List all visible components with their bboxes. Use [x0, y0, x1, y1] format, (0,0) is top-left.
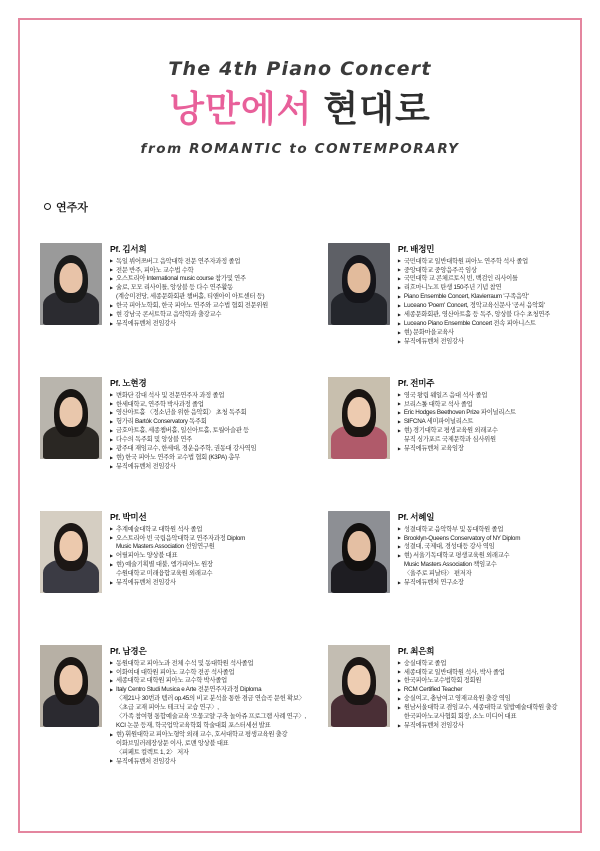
performer-bio-line: Music Masters Association 선임연구원 [116, 543, 215, 551]
performer-bio-line: ▶ 뮤직에듀벤처 전임강사 [110, 320, 306, 329]
performer-bio-line: ▶ 브리스톨 대학교 석사 졸업 [398, 401, 566, 410]
performer-bio-list [398, 526, 566, 589]
performer-bio-list [110, 392, 306, 472]
performer-bio-line: ▶ 뮤직에듀벤처 전임강사 [398, 722, 566, 731]
performer-card [28, 501, 312, 635]
performer-bio-line: ▶ Eric Hodges Beethoven Prize 파이널리스트 [398, 409, 566, 418]
performer-name: Pf. 남경은 [110, 645, 147, 656]
title-korean-second: 현대로 [323, 88, 431, 129]
performer-bio-line: ▶ 현) 문화마을교육사 [398, 329, 566, 338]
performer-bio-line: KCI 논문 등재, 학국업악교육학회 학술대회 포스터세션 발표 [116, 722, 271, 730]
photo-face [347, 665, 370, 695]
performer-card [316, 501, 572, 635]
performer-photo [328, 377, 390, 459]
performer-bio-line: ▶ 숭실대학교 졸업 [398, 660, 566, 669]
performer-name: Pf. 배정민 [397, 243, 435, 254]
performer-bio-line: 한국피아노교사협회 회장, 소노 미디어 대표 [403, 713, 517, 721]
performer-bio-line: ▶ 한국피아노교수법학회 정회원 [398, 677, 566, 686]
performer-bio-line: ▶ 현) 경기대학교 평생교육원 외래교수 [398, 427, 566, 436]
performer-bio-line: ▶ 변화단 감대 석사 및 전문연주자 과정 졸업 [110, 392, 306, 401]
performer-card [316, 367, 572, 501]
photo-face [347, 531, 370, 561]
performer-bio-line: ▶ 현 강남국 콘서트학교 음악학과 출강교수 [110, 311, 306, 320]
performer-bio-line: ▶ 뮤직에듀벤처 전임강사 [110, 463, 306, 472]
performer-bio-line: ▶ 독일 뷔어쯔버그 음악대학 전문 연주자과정 졸업 [110, 258, 306, 267]
performer-info [398, 645, 566, 767]
performer-bio-line: ▶ 숭실여고, 충남여고 영재교육원 출강 역임 [398, 695, 566, 704]
performer-bio-line: ▶ 세종대학교 대학원 피아노 교수학 박사졸업 [110, 677, 306, 686]
performer-bio-line: 수원대학교 미래융합교육원 외래교수 [116, 570, 213, 578]
performer-bio-list [110, 660, 306, 767]
performer-name: Pf. 박미선 [110, 511, 147, 522]
performer-photo [40, 645, 102, 727]
performer-photo [40, 243, 102, 325]
performer-card [316, 635, 572, 777]
performer-bio-line: ▶ 뮤직에듀벤처 교육임장 [398, 445, 566, 454]
performer-bio-line: 〈울주로 피날타〉 편저자 [403, 570, 472, 578]
title-english-bottom: from ROMANTIC to CONTEMPORARY [140, 140, 460, 157]
performer-bio-line: ▶ Piano Ensemble Concert, Klavierraum '구족음악' [398, 293, 566, 302]
poster-content [28, 28, 572, 823]
performer-bio-line: 〈제21나 30번과 템러 op.45의 비교 분석을 통한 겸금 연습곡 문헌 확보〉 [116, 695, 305, 703]
performer-bio-line: ▶ 세종대학교 일반대학원 석사, 박사 졸업 [398, 669, 566, 678]
performer-bio-line: ▶ 헝가리 Bartók Conservatory 독주회 [110, 418, 306, 427]
performer-bio-line: ▶ 슐로, 모모 리사이틀, 앙상블 등 다수 연주활동 [110, 284, 306, 293]
performer-bio-list [110, 526, 306, 589]
performer-bio-list [398, 258, 566, 347]
performer-bio-line: ▶ 세종문화회관, 영산아트홀 등 독주, 앙상블 다수 초청연주 [398, 311, 566, 320]
performer-bio-line: ▶ Luceano Piano Ensemble Concert 전속 피아니스트 [398, 320, 566, 329]
performer-bio-line: ▶ 오스트리아 빈 국립음악대학교 연주자과정 Diplom [110, 535, 306, 544]
section-heading-label: 연주자 [56, 201, 88, 214]
performer-card [28, 635, 312, 777]
performer-info [398, 377, 566, 491]
performer-photo [328, 645, 390, 727]
performer-bio-line: ▶ SIFCNA 세미파이널리스트 [398, 418, 566, 427]
photo-face [347, 397, 370, 427]
title-block [28, 28, 572, 157]
performer-bio-line: ▶ 뮤직에듀벤처 전임강사 [398, 338, 566, 347]
performer-bio-line: ▶ 영국 왕립 웨일즈 음대 석사 졸업 [398, 392, 566, 401]
performer-name: Pf. 전미주 [397, 377, 435, 388]
performer-bio-line: ▶ 현) 한국 피아노 연주와 교수법 협회 (K3PA) 총무 [110, 454, 306, 463]
performer-bio-line: ▶ 동원대학교 피아노과 전체 수석 및 동대학원 석사졸업 [110, 660, 306, 669]
performer-name: Pf. 김서희 [110, 243, 147, 254]
performer-bio-line: ▶ 현) 서울기독대학교 평생교육원 외래교수 [398, 552, 566, 561]
performer-grid [28, 233, 572, 777]
performer-bio-line: ▶ Brooklyn-Queens Conservatory of NY Diplom [398, 535, 566, 544]
performer-bio-line: 이화브밀러레장상문 이사, 로맨 앙상블 대표 [116, 740, 229, 748]
performer-bio-line: ▶ 현) 휘원대학교 피아노형악 외래 교수, 호서대학교 평생교육원 출강 [110, 731, 306, 740]
title-korean [28, 89, 572, 129]
performer-bio-line: ▶ RCM Certified Teacher [398, 686, 566, 695]
performer-bio-line: ▶ 금호아트홀, 세종챔버홀, 일신아트홀, 토월아슬관 등 [110, 427, 306, 436]
title-korean-first: 낭만에서 [169, 88, 313, 129]
performer-bio-line: ▶ 다수의 독주회 및 앙상블 연주 [110, 436, 306, 445]
circle-bullet-icon [44, 203, 51, 210]
performer-name: Pf. 최은희 [397, 645, 435, 656]
photo-face [60, 531, 83, 561]
performer-bio-line: ▶ 영산아트홀 〈정소년을 위한 음악회〉 초청 독주회 [110, 409, 306, 418]
performer-bio-line: ▶ 국민대학교 일반대학원 피아노 연주학 석사 졸업 [398, 258, 566, 267]
performer-bio-line: ▶ 국민대학 교 콘체르토식 빈, 백검인 리사이틀 [398, 275, 566, 284]
performer-name: Pf. 서혜일 [397, 511, 435, 522]
performer-bio-line: 〈가족 참여형 통합예술교육 '으뭏고얄 구축 놀아쥬 프로그램 사례 연구〉, [116, 713, 306, 721]
photo-face [347, 263, 370, 293]
performer-bio-line: 〈피페트 컬렉트 1, 2〉 저자 [116, 748, 189, 756]
performer-bio-line: ▶ 성결대, 국제대, 경성대등 강사 역임 [398, 543, 566, 552]
performer-bio-line: ▶ 어릴피아노 양상블 대표 [110, 552, 306, 561]
performer-bio-line: ▶ 뮤직에듀벤처 연구소장 [398, 579, 566, 588]
performer-card [316, 233, 572, 367]
performer-info [110, 511, 306, 625]
performer-photo [40, 511, 102, 593]
performer-bio-line: ▶ 전문 반주, 피아노 교수법 수학 [110, 267, 306, 276]
performer-info [398, 243, 566, 357]
performer-bio-line: ▶ 리흐마니노프 탄생 150주년 기념 참연 [398, 284, 566, 293]
performer-info [110, 645, 306, 767]
performer-bio-line: ▶ 원남서울대학교 겸임교수, 세종대학교 일밥예술대학원 출강 [398, 704, 566, 713]
performer-photo [328, 243, 390, 325]
performer-bio-list [398, 660, 566, 732]
performer-info [398, 511, 566, 625]
performer-bio-list [110, 258, 306, 330]
performer-bio-line: 뮤직 싱가포르 국제문학과 심사위원 [403, 436, 496, 444]
performer-bio-line: ▶ 성결대학교 음악학부 및 동대학원 졸업 [398, 526, 566, 535]
performer-bio-line: ▶ 뮤직에듀벤처 전임강사 [110, 758, 306, 767]
performer-bio-line: ▶ 이화여대 대학원 피아노 교수학 전공 석사졸업 [110, 669, 306, 678]
performer-bio-line: ▶ Luceano 'Poem' Concert, 정악교육신문사 '공서 음악회' [398, 302, 566, 311]
performer-bio-list [398, 392, 566, 455]
performer-bio-line: ▶ 현) 예술기획별 대불, 엠가피아노 원장 [110, 561, 306, 570]
performer-bio-line: ▶ 한세대학교, 연주학 박사과정 졸업 [110, 401, 306, 410]
performer-info [110, 243, 306, 357]
performer-bio-line: Music Masters Association 책임교수 [403, 561, 497, 569]
section-heading-performers [44, 199, 572, 215]
photo-face [60, 263, 83, 293]
performer-bio-line: ▶ 광주대 재임교수, 한세대, 경운음주학, 권동대 강사역임 [110, 445, 306, 454]
performer-bio-line: 〈초급 교재 피아노 테크닉 교습 연구〉, [116, 704, 219, 712]
performer-card [28, 233, 312, 367]
performer-photo [40, 377, 102, 459]
performer-bio-line: ▶ 중앙대학교 중앙음주곡 임상 [398, 267, 566, 276]
performer-bio-line: ▶ 한국 피아노학회, 한국 피아노 연주와 교수법 협회 전문위원 [110, 302, 306, 311]
performer-bio-line: ▶ 오스트리아 International music course 참가및 연주 [110, 275, 306, 284]
performer-bio-line: (계승미전당, 세종문화회관 챔버홀, 티앤아이 아트센터 등) [116, 293, 265, 301]
performer-bio-line: ▶ 뮤직에듀벤처 전임강사 [110, 579, 306, 588]
performer-name: Pf. 노현경 [110, 377, 147, 388]
performer-bio-line: ▶ 추계예술대학교 대학원 석사 졸업 [110, 526, 306, 535]
performer-photo [328, 511, 390, 593]
performer-info [110, 377, 306, 491]
photo-face [60, 665, 83, 695]
performer-card [28, 367, 312, 501]
title-english-top: The 4th Piano Concert [168, 58, 432, 80]
photo-face [60, 397, 83, 427]
performer-bio-line: ▶ Italy Centro Studi Musica e Arte 전문연주자과정 Diploma [110, 686, 306, 695]
